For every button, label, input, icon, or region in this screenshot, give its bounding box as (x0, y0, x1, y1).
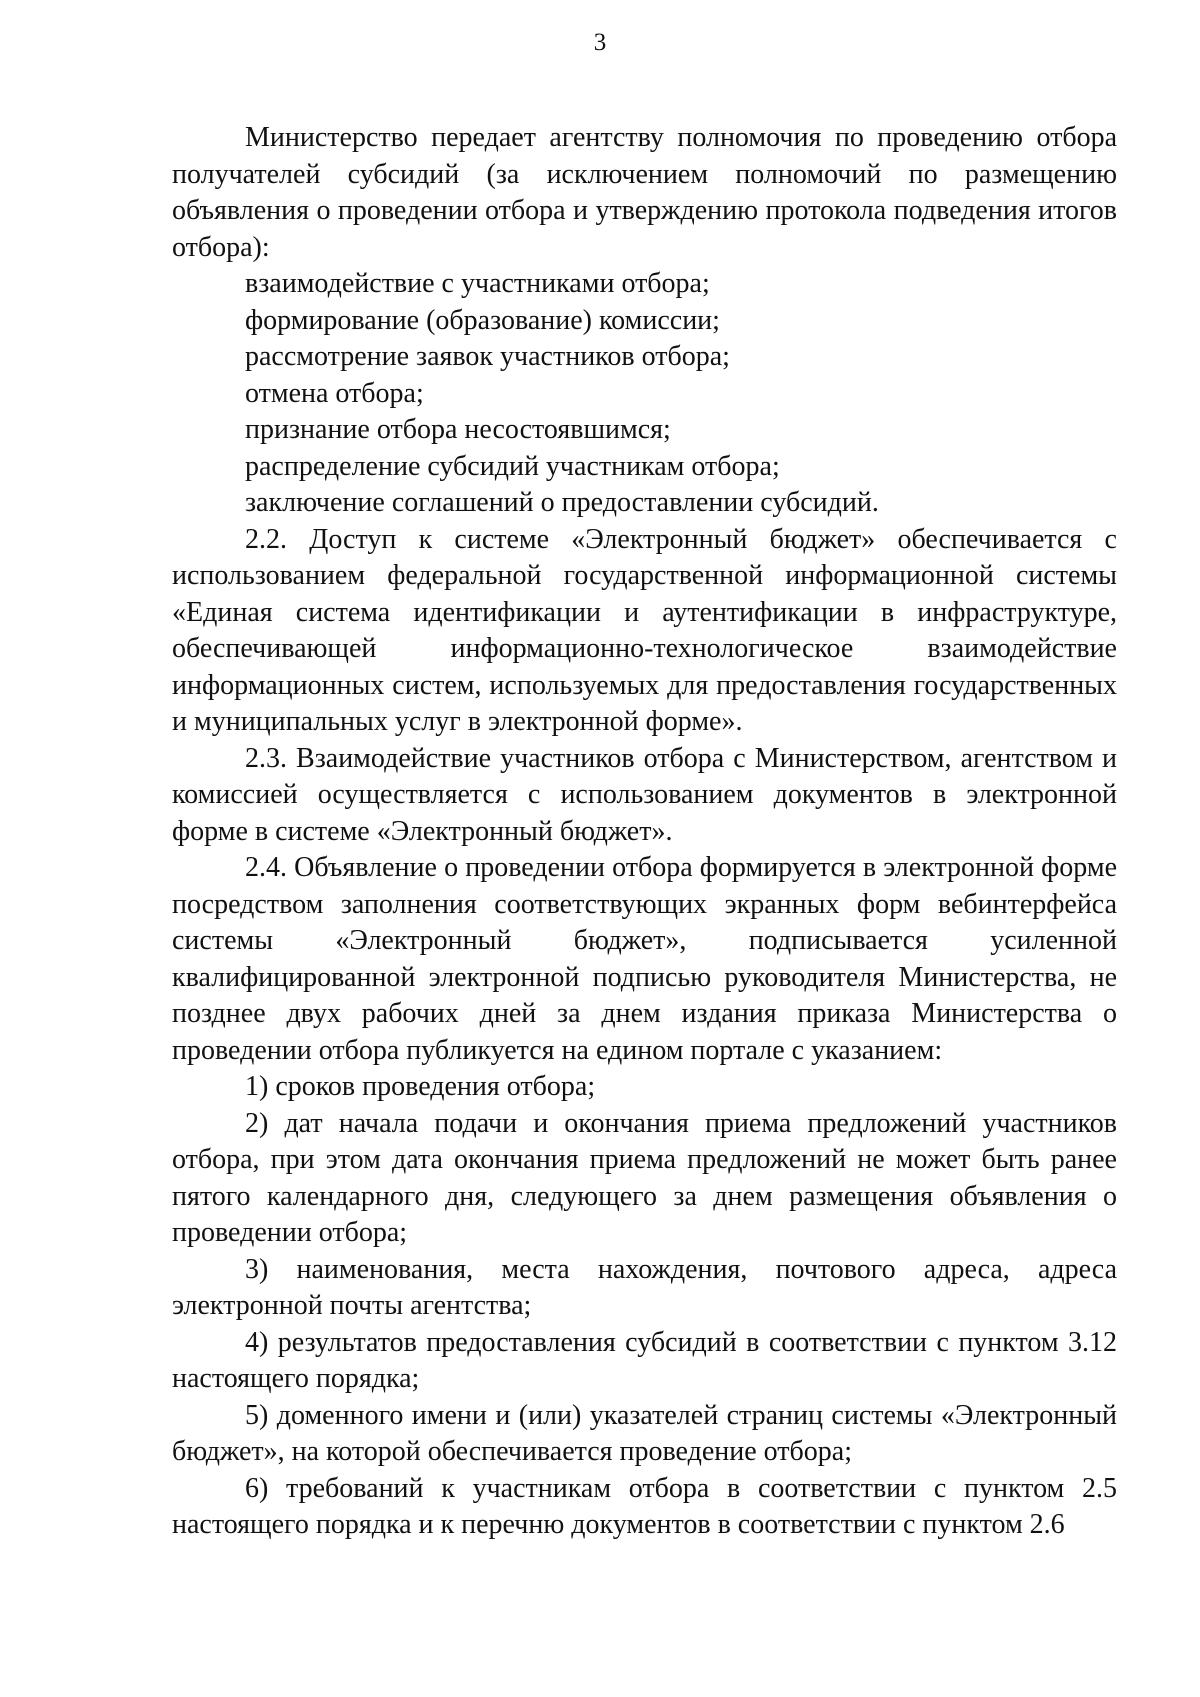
intro-paragraph: Министерство передает агентству полномочия по проведению отбора получателей субсидий (за исключением полномочий по размещению объявления о проведении отбора и утверждению протокола подведения итогов отбора): (172, 122, 1117, 263)
clause-2-3: 2.3. Взаимодействие участников отбора с Министерством, агентством и комиссией осуществляется с использованием документов в электронной форме в системе «Электронный бюджет». (172, 742, 1117, 847)
document-body (172, 120, 1117, 1544)
clause-2-4: 2.4. Объявление о проведении отбора формируется в электронной форме посредством заполнения соответствующих экранных форм вебинтерфейса системы «Электронный бюджет», подписывается усиленной квалифицированной электронной подписью руководителя Министерства, не позднее двух рабочих дней за днем издания приказа Министерства о проведении отбора публикуется на едином портале с указанием: (172, 852, 1117, 1066)
power-item: рассмотрение заявок участников отбора; (245, 341, 730, 372)
power-item: заключение соглашений о предоставлении субсидий. (245, 487, 879, 518)
page-number: 3 (593, 29, 607, 56)
subitem-6: 6) требований к участникам отбора в соответствии с пунктом 2.5 настоящего порядка и к перечню документов в соответствии с пунктом 2.6 (172, 1472, 1117, 1540)
power-item: взаимодействие с участниками отбора; (245, 268, 710, 299)
clause-2-2: 2.2. Доступ к системе «Электронный бюджет» обеспечивается с использованием федеральной государственной информационной системы «Единая система идентификации и аутентификации в инфраструктуре, обеспечивающей информационно-технологическое взаимодействие информационных систем, используемых для предоставления государственных и муниципальных услуг в электронной форме». (172, 523, 1117, 737)
power-item: распределение субсидий участникам отбора; (245, 450, 780, 482)
subitem-5: 5) доменного имени и (или) указателей страниц системы «Электронный бюджет», на которой обеспечивается проведение отбора; (172, 1399, 1117, 1467)
power-item: формирование (образование) комиссии; (245, 304, 720, 336)
subitem-3: 3) наименования, места нахождения, почтового адреса, адреса электронной почты агентства; (172, 1253, 1117, 1321)
subitem-2: 2) дат начала подачи и окончания приема предложений участников отбора, при этом дата окончания приема предложений не может быть ранее пятого календарного дня, следующего за днем размещения объявления о проведении отбора; (172, 1107, 1117, 1248)
power-item: признание отбора несостоявшимся; (245, 414, 671, 445)
subitem-4: 4) результатов предоставления субсидий в соответствии с пунктом 3.12 настоящего порядка; (172, 1326, 1117, 1394)
power-item: отмена отбора; (245, 377, 424, 409)
subitem-1: 1) сроков проведения отбора; (245, 1071, 596, 1102)
